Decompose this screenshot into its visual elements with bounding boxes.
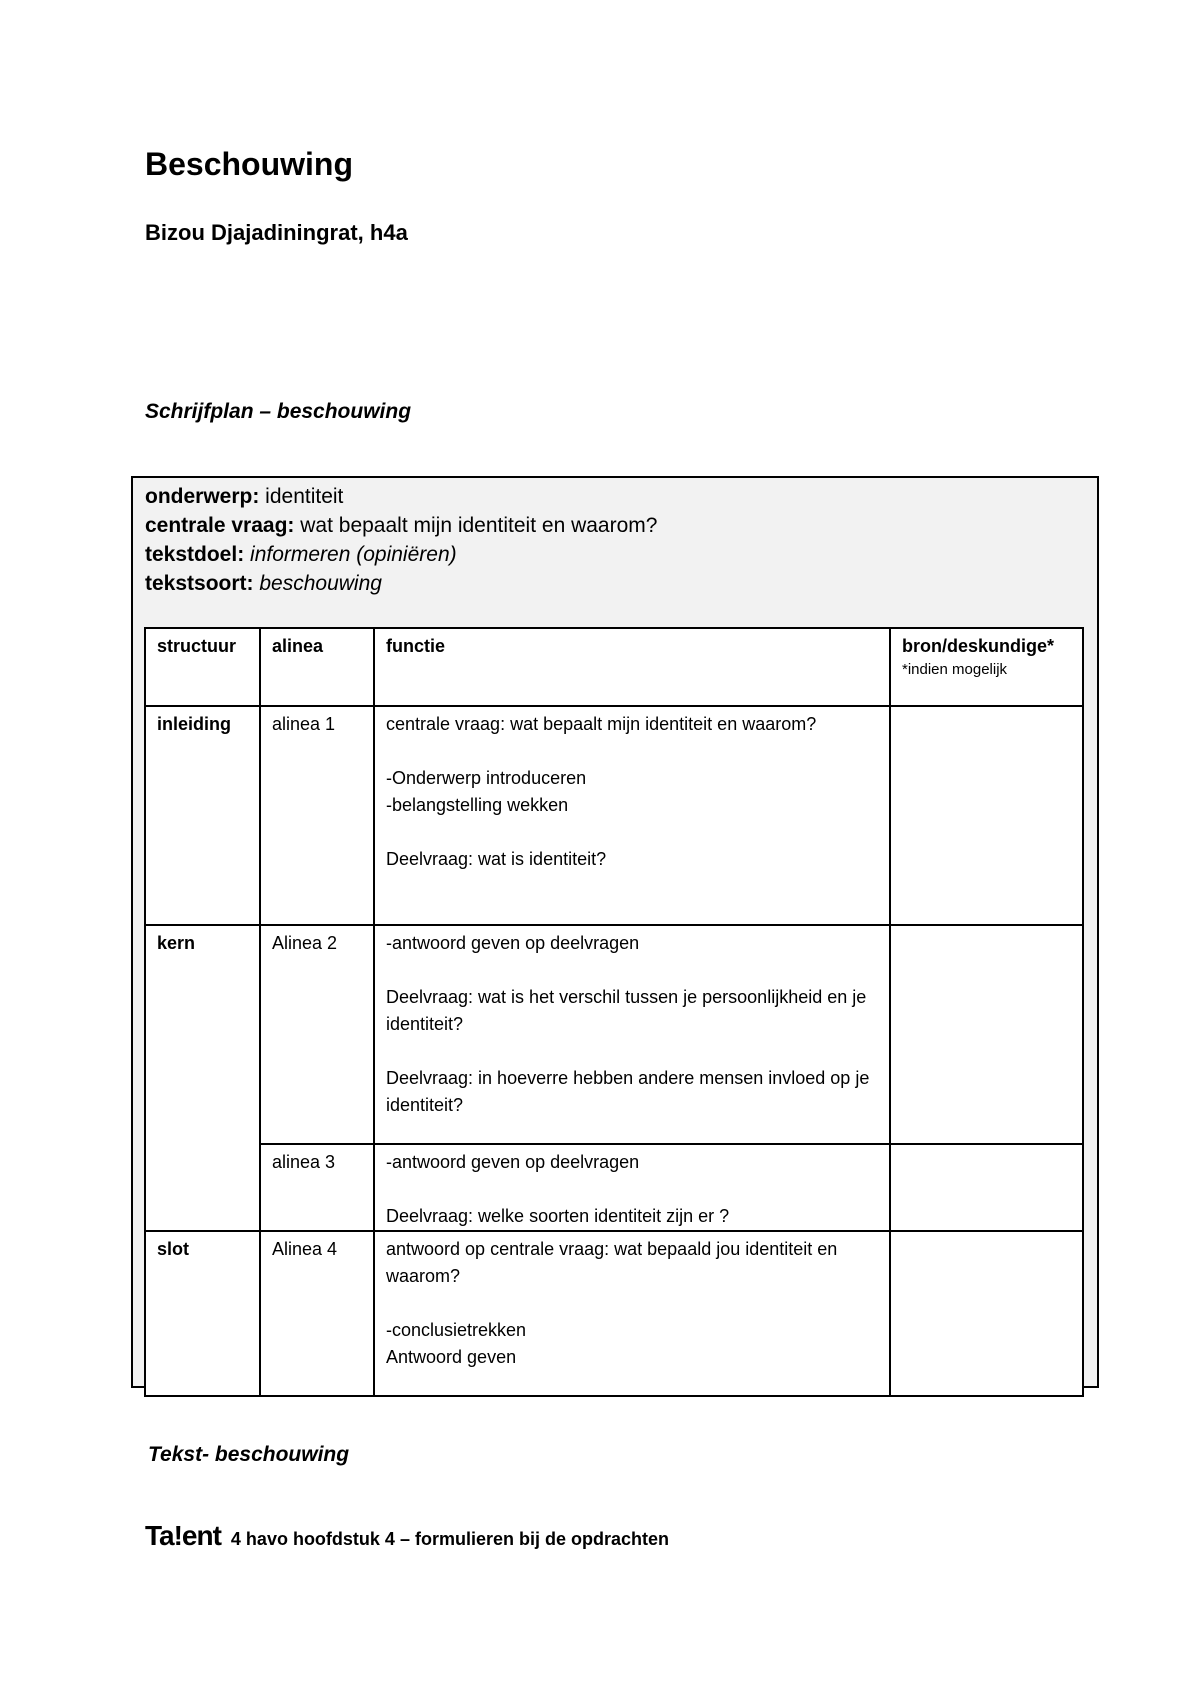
meta-tekstsoort-label: tekstsoort: <box>145 572 254 595</box>
header-bron <box>890 628 1083 706</box>
plan-heading: Schrijfplan – beschouwing <box>145 400 412 423</box>
cell-structuur: slot <box>145 1231 260 1396</box>
header-bron-label: bron/deskundige* <box>902 636 1055 656</box>
cell-functie <box>374 706 890 925</box>
cell-alinea: Alinea 2 <box>260 925 374 1144</box>
functie-line: -belangstelling wekken <box>386 795 569 815</box>
cell-bron <box>890 706 1083 925</box>
table-header-row <box>145 628 1083 706</box>
cell-functie <box>374 1231 890 1396</box>
header-structuur: structuur <box>145 628 260 706</box>
functie-line: -antwoord geven op deelvragen <box>386 933 640 953</box>
meta-tekstsoort-value: beschouwing <box>253 572 382 595</box>
functie-line: antwoord op centrale vraag: wat bepaald jou identiteit en waarom? <box>386 1239 838 1286</box>
meta-onderwerp-value: identiteit <box>259 485 344 508</box>
functie-line: Antwoord geven <box>386 1347 517 1367</box>
meta-tekstdoel-label: tekstdoel: <box>145 543 245 566</box>
header-functie: functie <box>374 628 890 706</box>
cell-alinea: Alinea 4 <box>260 1231 374 1396</box>
table-row-inleiding <box>145 706 1083 925</box>
meta-onderwerp <box>145 482 343 511</box>
cell-structuur: kern <box>145 925 260 1231</box>
functie-line: -Onderwerp introduceren <box>386 768 587 788</box>
cell-alinea: alinea 3 <box>260 1144 374 1231</box>
talent-logo: Ta!ent <box>145 1520 221 1551</box>
author-line: Bizou Djajadiningrat, h4a <box>145 220 408 245</box>
cell-bron <box>890 1144 1083 1231</box>
writing-plan-box <box>131 476 1099 1388</box>
cell-structuur: inleiding <box>145 706 260 925</box>
functie-line: Deelvraag: welke soorten identiteit zijn er ? <box>386 1206 730 1226</box>
cell-bron <box>890 1231 1083 1396</box>
functie-line: Deelvraag: wat is het verschil tussen je persoonlijkheid en je identiteit? <box>386 987 867 1034</box>
meta-centrale-vraag-label: centrale vraag: <box>145 514 295 537</box>
cell-functie <box>374 925 890 1144</box>
functie-line: Deelvraag: wat is identiteit? <box>386 849 607 869</box>
meta-tekstdoel <box>145 540 457 569</box>
footer <box>145 1520 669 1556</box>
functie-line: centrale vraag: wat bepaalt mijn identiteit en waarom? <box>386 714 817 734</box>
cell-alinea: alinea 1 <box>260 706 374 925</box>
functie-line: Deelvraag: in hoeverre hebben andere mensen invloed op je identiteit? <box>386 1068 870 1115</box>
meta-onderwerp-label: onderwerp: <box>145 485 260 508</box>
meta-tekstdoel-value: informeren (opiniëren) <box>244 543 457 566</box>
plan-table <box>144 627 1084 1397</box>
header-bron-note: *indien mogelijk <box>902 661 1008 678</box>
meta-centrale-vraag-value: wat bepaalt mijn identiteit en waarom? <box>294 514 658 537</box>
header-alinea: alinea <box>260 628 374 706</box>
table-row-slot <box>145 1231 1083 1396</box>
table-row-alinea-3 <box>145 1144 1083 1231</box>
cell-bron <box>890 925 1083 1144</box>
meta-centrale-vraag <box>145 511 657 540</box>
functie-line: -antwoord geven op deelvragen <box>386 1152 640 1172</box>
table-row-kern <box>145 925 1083 1144</box>
cell-functie <box>374 1144 890 1231</box>
meta-tekstsoort <box>145 569 382 598</box>
functie-line: -conclusietrekken <box>386 1320 527 1340</box>
tekst-heading: Tekst- beschouwing <box>148 1443 350 1466</box>
footer-text: 4 havo hoofdstuk 4 – formulieren bij de opdrachten <box>230 1529 669 1549</box>
document-title: Beschouwing <box>145 146 354 182</box>
